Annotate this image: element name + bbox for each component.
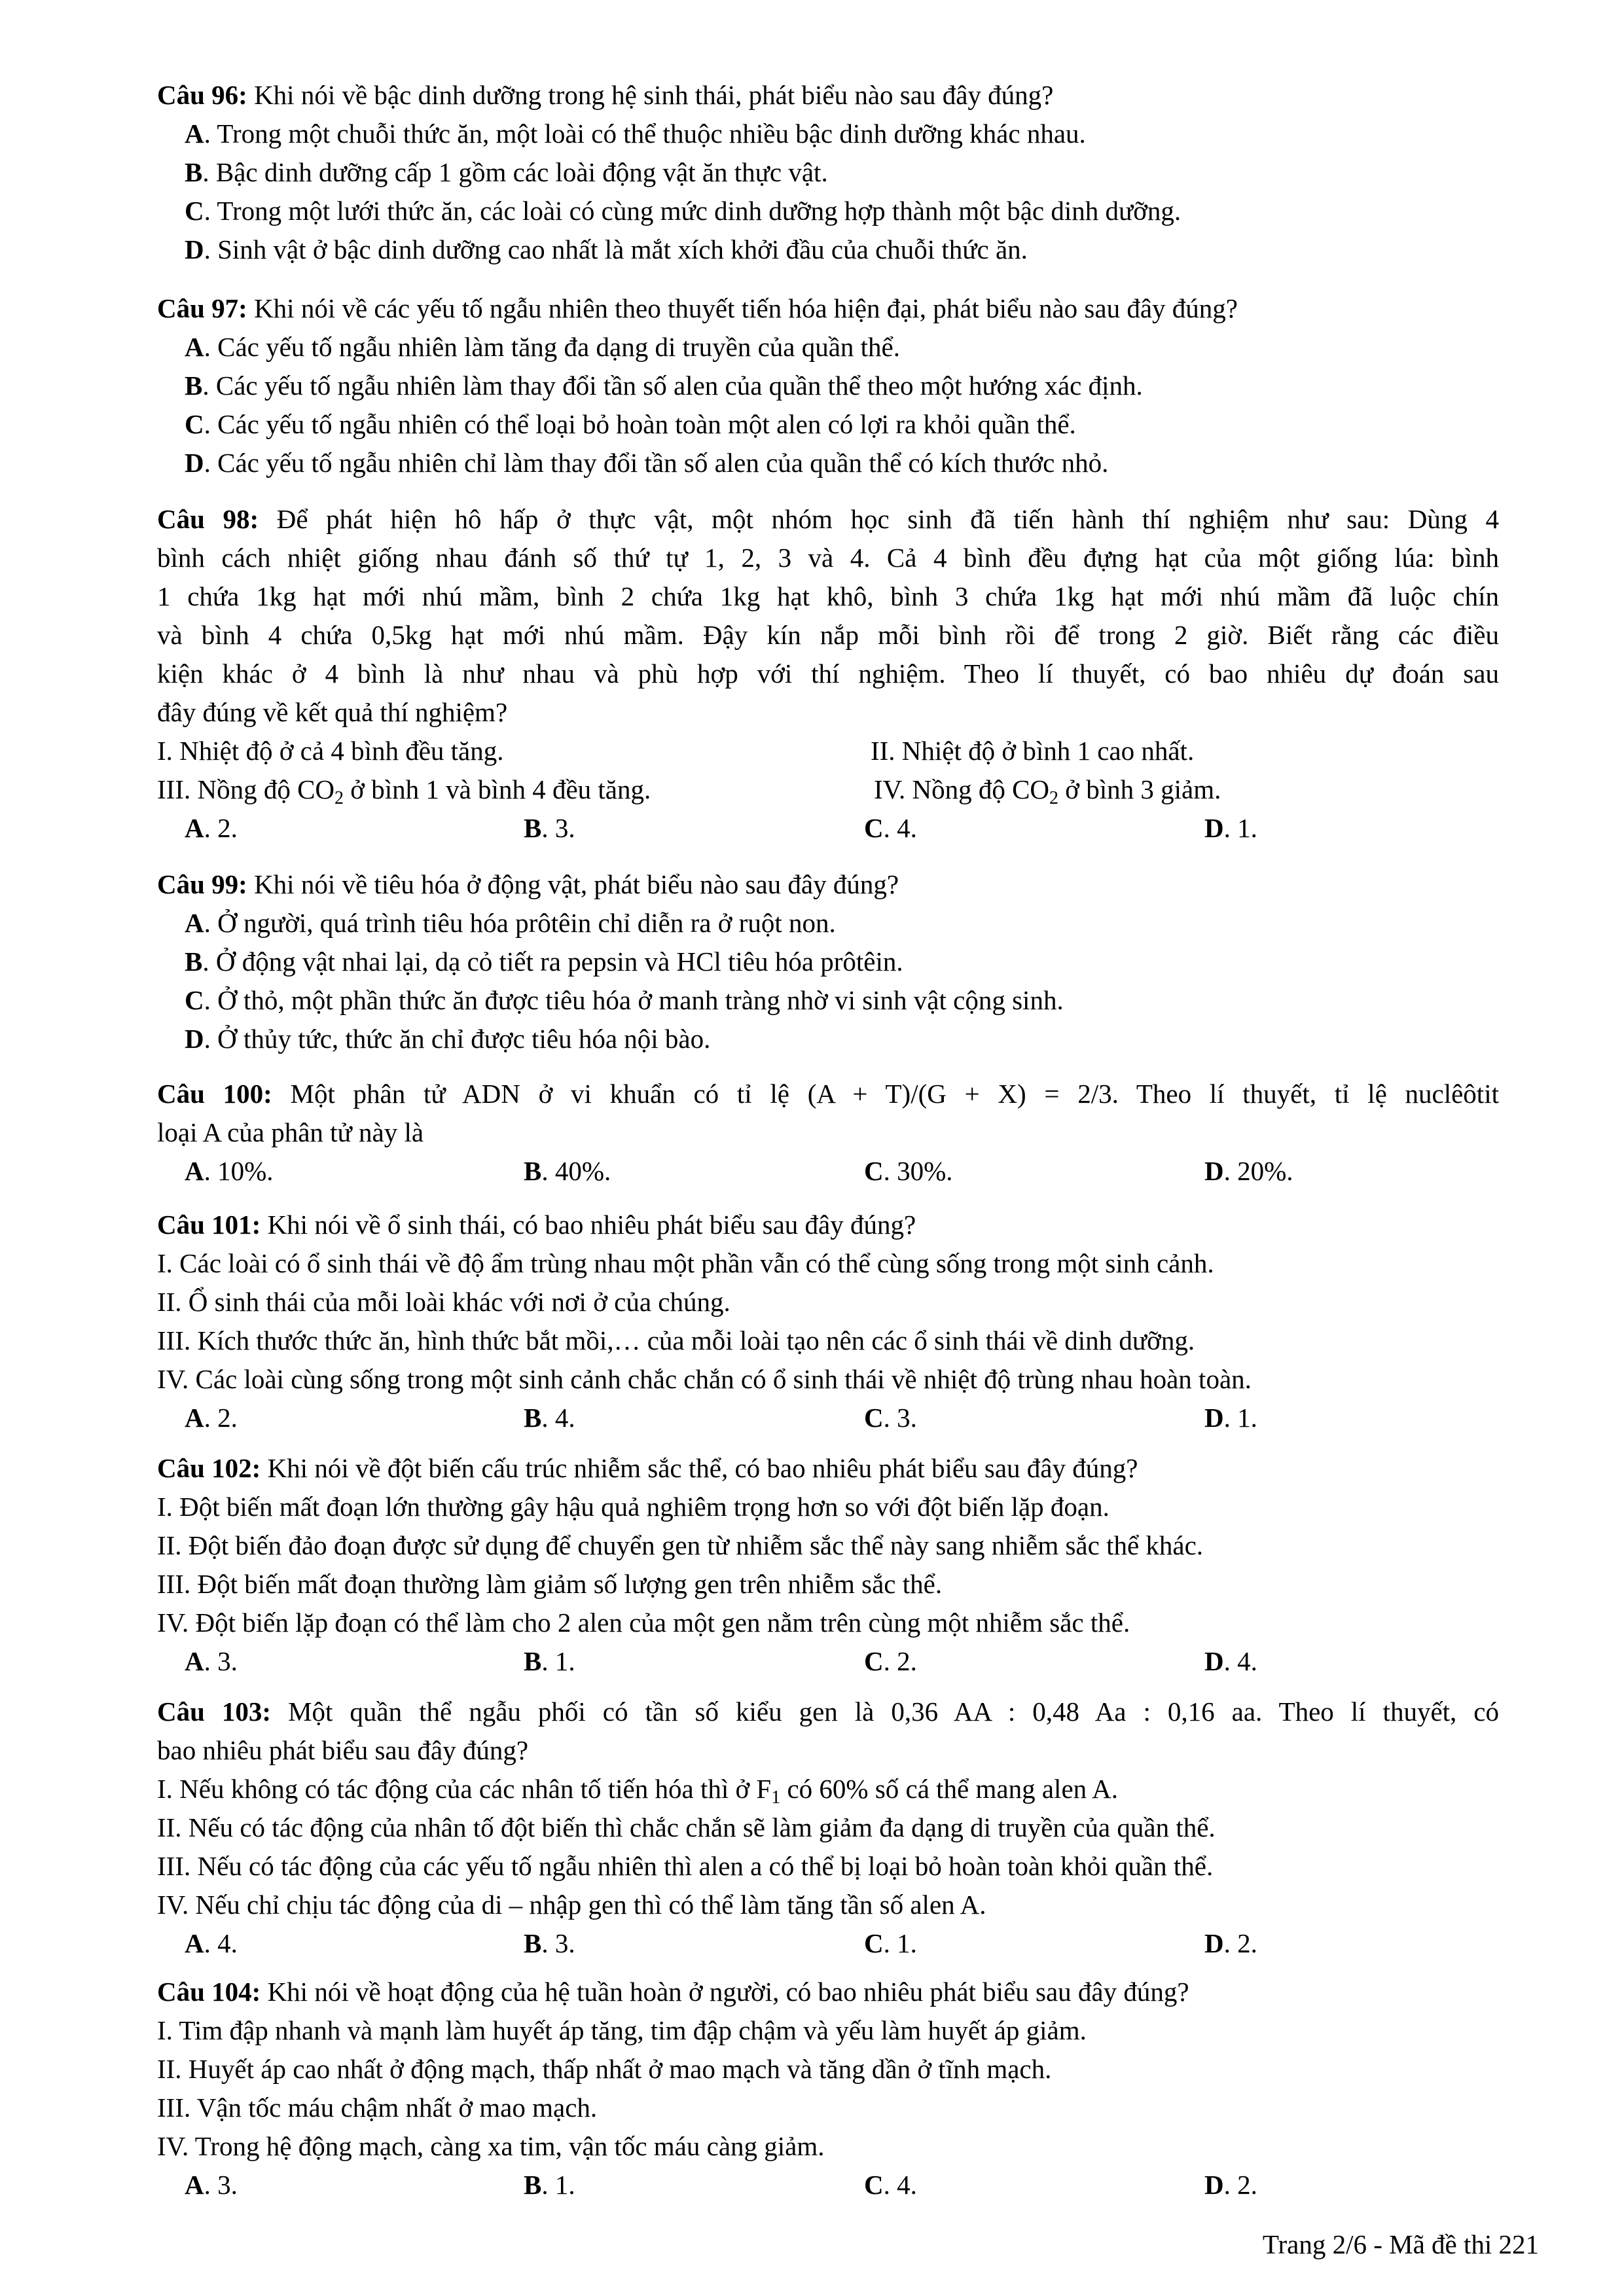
- answer-b[interactable]: B. 1.: [524, 2170, 575, 2200]
- option-d[interactable]: D. Sinh vật ở bậc dinh dưỡng cao nhất là mắt xích khởi đầu của chuỗi thức ăn.: [185, 234, 1028, 264]
- answer-b[interactable]: B. 1.: [524, 1646, 575, 1676]
- statement-1: I. Đột biến mất đoạn lớn thường gây hậu quả nghiêm trọng hơn so với đột biến lặp đoạn.: [157, 1492, 1110, 1522]
- statement-4: IV. Các loài cùng sống trong một sinh cảnh chắc chắn có ổ sinh thái về nhiệt độ trùng nhau hoàn toàn.: [157, 1364, 1252, 1394]
- answer-d[interactable]: D. 2.: [1204, 2170, 1257, 2200]
- answer-d[interactable]: D. 20%.: [1204, 1156, 1293, 1186]
- statement-1: I. Nhiệt độ ở cả 4 bình đều tăng.: [157, 736, 504, 766]
- question-stem: Câu 100: Một phân tử ADN ở vi khuẩn có tỉ lệ (A + T)/(G + X) = 2/3. Theo lí thuyết, tỉ lệ nuclêôtit: [157, 1079, 1499, 1109]
- answer-d[interactable]: D. 4.: [1204, 1646, 1257, 1676]
- answer-a[interactable]: A. 2.: [185, 813, 238, 843]
- statement-2: II. Huyết áp cao nhất ở động mạch, thấp nhất ở mao mạch và tăng dần ở tĩnh mạch.: [157, 2054, 1052, 2084]
- option-c[interactable]: C. Trong một lưới thức ăn, các loài có cùng mức dinh dưỡng hợp thành một bậc dinh dưỡng.: [185, 196, 1182, 226]
- stem-line: và bình 4 chứa 0,5kg hạt mới nhú mầm. Đậy kín nắp mỗi bình rồi để trong 2 giờ. Biết rằng các điều: [157, 620, 1499, 650]
- answer-b[interactable]: B. 40%.: [524, 1156, 611, 1186]
- statement-3: III. Nếu có tác động của các yếu tố ngẫu nhiên thì alen a có thể bị loại bỏ hoàn toàn khỏi quần thể.: [157, 1851, 1214, 1881]
- statement-1: I. Các loài có ổ sinh thái về độ ẩm trùng nhau một phần vẫn có thể cùng sống trong một sinh cảnh.: [157, 1248, 1214, 1278]
- answer-a[interactable]: A. 3.: [185, 2170, 238, 2200]
- answer-row: [157, 1924, 1499, 1963]
- stem-line: đây đúng về kết quả thí nghiệm?: [157, 697, 508, 727]
- answer-row: [157, 1642, 1499, 1681]
- statement-3: III. Kích thước thức ăn, hình thức bắt mồi,… của mỗi loài tạo nên các ổ sinh thái về dinh dưỡng.: [157, 1325, 1195, 1355]
- statement-3: III. Nồng độ $CO_2$ ở bình 1 và bình 4 đều tăng.: [157, 774, 651, 808]
- option-a[interactable]: A. Các yếu tố ngẫu nhiên làm tăng đa dạng di truyền của quần thể.: [185, 332, 901, 362]
- question-stem: Câu 104: Khi nói về hoạt động của hệ tuần hoàn ở người, có bao nhiêu phát biểu sau đây đúng?: [157, 1977, 1189, 2007]
- option-a[interactable]: A. Ở người, quá trình tiêu hóa prôtêin chỉ diễn ra ở ruột non.: [185, 908, 836, 938]
- question-102: [157, 1449, 1499, 1681]
- option-c[interactable]: C. Các yếu tố ngẫu nhiên có thể loại bỏ hoàn toàn một alen có lợi ra khỏi quần thể.: [185, 409, 1076, 439]
- stem-line: bao nhiêu phát biểu sau đây đúng?: [157, 1735, 529, 1765]
- question-label: Câu 100:: [157, 1079, 272, 1109]
- answer-a[interactable]: A. 10%.: [185, 1156, 274, 1186]
- statement-4: IV. Nếu chỉ chịu tác động của di – nhập gen thì có thể làm tăng tần số alen A.: [157, 1890, 986, 1920]
- answer-b[interactable]: B. 3.: [524, 813, 575, 843]
- question-stem: Câu 97: Khi nói về các yếu tố ngẫu nhiên theo thuyết tiến hóa hiện đại, phát biểu nào sau đây đúng?: [157, 293, 1238, 323]
- question-96: [157, 76, 1499, 269]
- stem-line: kiện khác ở 4 bình là như nhau và phù hợp với thí nghiệm. Theo lí thuyết, có bao nhiêu dự đoán sau: [157, 658, 1499, 689]
- answer-c[interactable]: C. 1.: [864, 1928, 917, 1958]
- question-label: Câu 99:: [157, 869, 247, 899]
- question-104: [157, 1973, 1499, 2204]
- question-label: Câu 96:: [157, 80, 247, 110]
- answer-c[interactable]: C. 30%.: [864, 1156, 953, 1186]
- stem-line: 1 chứa 1kg hạt mới nhú mầm, bình 2 chứa 1kg hạt khô, bình 3 chứa 1kg hạt mới nhú mầm đã luộc chín: [157, 581, 1499, 611]
- answer-d[interactable]: D. 1.: [1204, 1403, 1257, 1433]
- question-100: [157, 1075, 1499, 1191]
- answer-b[interactable]: B. 3.: [524, 1928, 575, 1958]
- page-footer: Trang 2/6 - Mã đề thi 221: [1262, 2229, 1539, 2259]
- question-stem: Câu 102: Khi nói về đột biến cấu trúc nhiễm sắc thể, có bao nhiêu phát biểu sau đây đúng?: [157, 1453, 1138, 1483]
- question-98: [157, 500, 1499, 848]
- option-b[interactable]: B. Bậc dinh dưỡng cấp 1 gồm các loài động vật ăn thực vật.: [185, 157, 828, 187]
- statement-4: IV. Nồng độ $CO_2$ ở bình 3 giảm.: [874, 774, 1221, 808]
- question-label: Câu 104:: [157, 1977, 261, 2007]
- answer-c[interactable]: C. 2.: [864, 1646, 917, 1676]
- statement-4: IV. Đột biến lặp đoạn có thể làm cho 2 alen của một gen nằm trên cùng một nhiễm sắc thể.: [157, 1607, 1130, 1638]
- answer-d[interactable]: D. 1.: [1204, 813, 1257, 843]
- answer-a[interactable]: A. 2.: [185, 1403, 238, 1433]
- question-97: [157, 289, 1499, 482]
- question-stem: Câu 103: Một quần thể ngẫu phối có tần số kiểu gen là 0,36 AA : 0,48 Aa : 0,16 aa. Theo lí thuyết, có: [157, 1696, 1499, 1727]
- statement-3: III. Vận tốc máu chậm nhất ở mao mạch.: [157, 2092, 598, 2123]
- option-c[interactable]: C. Ở thỏ, một phần thức ăn được tiêu hóa ở manh tràng nhờ vi sinh vật cộng sinh.: [185, 985, 1064, 1015]
- answer-d[interactable]: D. 2.: [1204, 1928, 1257, 1958]
- statement-row: [157, 770, 1499, 809]
- statement-2: II. Nhiệt độ ở bình 1 cao nhất.: [871, 736, 1195, 766]
- question-label: Câu 98:: [157, 504, 259, 534]
- option-d[interactable]: D. Các yếu tố ngẫu nhiên chỉ làm thay đổi tần số alen của quần thể có kích thước nhỏ.: [185, 448, 1109, 478]
- question-label: Câu 103:: [157, 1696, 272, 1727]
- option-b[interactable]: B. Các yếu tố ngẫu nhiên làm thay đổi tần số alen của quần thể theo một hướng xác định.: [185, 370, 1143, 401]
- answer-row: [157, 2166, 1499, 2204]
- option-a[interactable]: A. Trong một chuỗi thức ăn, một loài có thể thuộc nhiều bậc dinh dưỡng khác nhau.: [185, 118, 1086, 149]
- answer-a[interactable]: A. 4.: [185, 1928, 238, 1958]
- statement-2: II. Đột biến đảo đoạn được sử dụng để chuyển gen từ nhiễm sắc thể này sang nhiễm sắc thể khác.: [157, 1530, 1204, 1560]
- question-stem: Câu 101: Khi nói về ổ sinh thái, có bao nhiêu phát biểu sau đây đúng?: [157, 1210, 916, 1240]
- question-99: [157, 865, 1499, 1058]
- answer-b[interactable]: B. 4.: [524, 1403, 575, 1433]
- question-label: Câu 101:: [157, 1210, 261, 1240]
- statement-2: II. Ổ sinh thái của mỗi loài khác với nơi ở của chúng.: [157, 1287, 731, 1317]
- question-label: Câu 102:: [157, 1453, 261, 1483]
- statement-2: II. Nếu có tác động của nhân tố đột biến thì chắc chắn sẽ làm giảm đa dạng di truyền của quần thể.: [157, 1812, 1216, 1842]
- answer-c[interactable]: C. 4.: [864, 813, 917, 843]
- answer-row: [157, 1399, 1499, 1437]
- stem-line: bình cách nhiệt giống nhau đánh số thứ tự 1, 2, 3 và 4. Cả 4 bình đều đựng hạt của một giống lúa: bình: [157, 543, 1499, 573]
- stem-line: loại A của phân tử này là: [157, 1117, 424, 1147]
- answer-a[interactable]: A. 3.: [185, 1646, 238, 1676]
- answer-row: [157, 809, 1499, 848]
- option-d[interactable]: D. Ở thủy tức, thức ăn chỉ được tiêu hóa nội bào.: [185, 1024, 711, 1054]
- statement-1: I. Nếu không có tác động của các nhân tố tiến hóa thì ở $F_1$ có 60% số cá thể mang alen A.: [157, 1774, 1118, 1808]
- statement-4: IV. Trong hệ động mạch, càng xa tim, vận tốc máu càng giảm.: [157, 2131, 825, 2161]
- question-stem: Câu 99: Khi nói về tiêu hóa ở động vật, phát biểu nào sau đây đúng?: [157, 869, 899, 899]
- statement-3: III. Đột biến mất đoạn thường làm giảm số lượng gen trên nhiễm sắc thể.: [157, 1569, 943, 1599]
- statement-row: [157, 732, 1499, 770]
- option-b[interactable]: B. Ở động vật nhai lại, dạ cỏ tiết ra pepsin và HCl tiêu hóa prôtêin.: [185, 946, 903, 977]
- statement-1: I. Tim đập nhanh và mạnh làm huyết áp tăng, tim đập chậm và yếu làm huyết áp giảm.: [157, 2015, 1087, 2045]
- question-stem: Câu 96: Khi nói về bậc dinh dưỡng trong hệ sinh thái, phát biểu nào sau đây đúng?: [157, 80, 1054, 110]
- answer-row: [157, 1152, 1499, 1191]
- question-103: [157, 1693, 1499, 1963]
- question-label: Câu 97:: [157, 293, 247, 323]
- question-101: [157, 1206, 1499, 1437]
- question-stem: Câu 98: Để phát hiện hô hấp ở thực vật, một nhóm học sinh đã tiến hành thí nghiệm như sau: Dùng 4: [157, 504, 1499, 534]
- answer-c[interactable]: C. 4.: [864, 2170, 917, 2200]
- answer-c[interactable]: C. 3.: [864, 1403, 917, 1433]
